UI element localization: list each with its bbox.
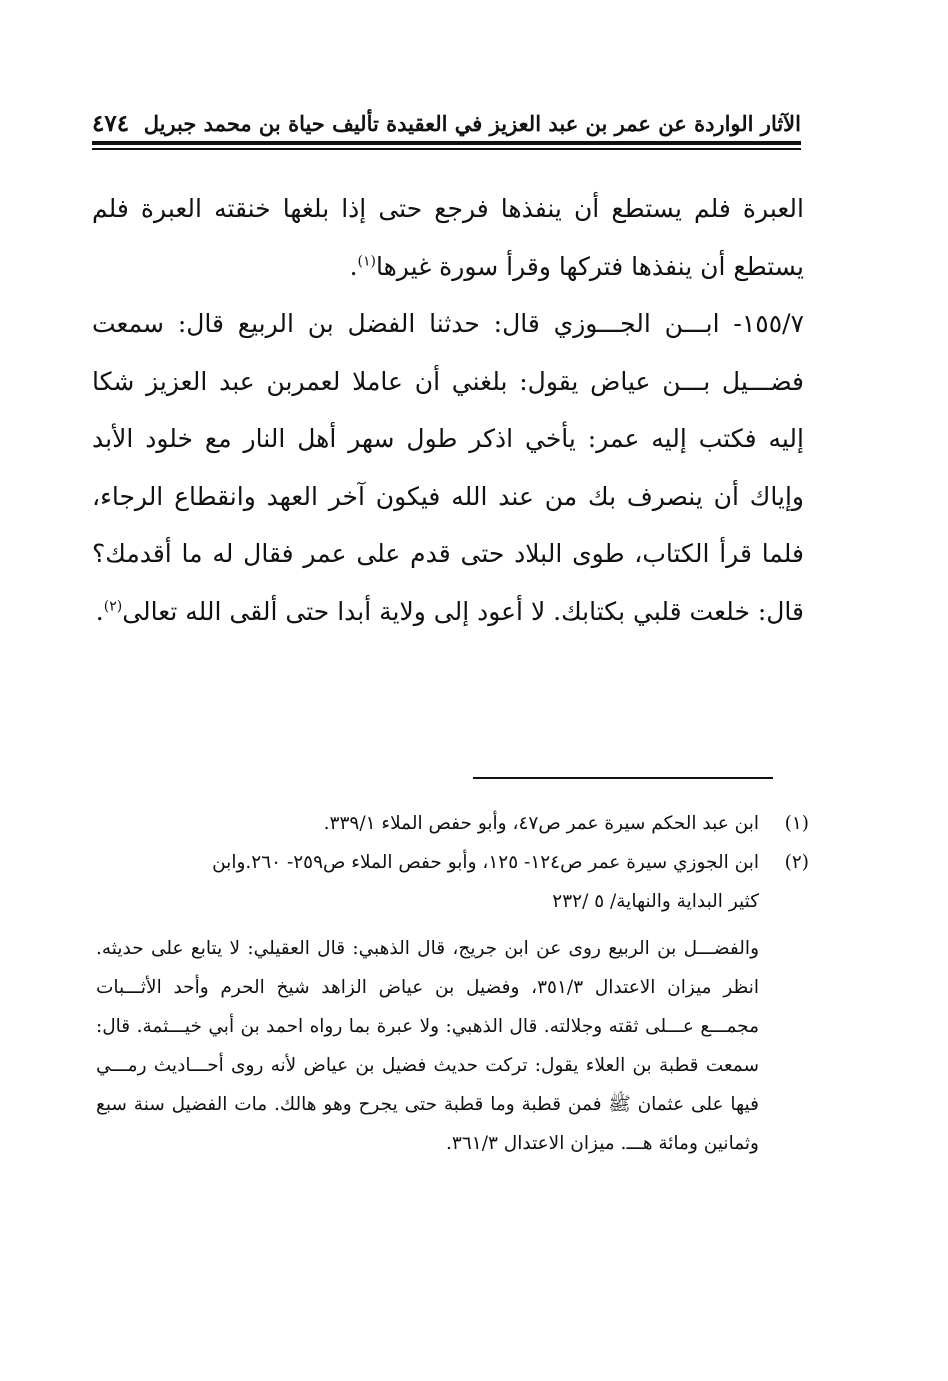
footnote-ref-2: (٢)	[103, 598, 123, 615]
paragraph-text: العبرة فلم يستطع أن ينفذها فرجع حتى إذا بلغها خنقته العبرة فلم يستطع أن ينفذها فتركها وقرأ سورة غيرها	[92, 194, 804, 281]
header-rule-thin	[92, 148, 801, 150]
footnote-separator	[473, 777, 773, 779]
footnote-text: ابن الجوزي سيرة عمر ص١٢٤- ١٢٥، وأبو حفص الملاء ص٢٥٩- ٢٦٠.وابن	[212, 852, 759, 873]
paragraph-athar-155	[92, 295, 804, 640]
footnote-2-continuation: كثير البداية والنهاية/ ٥ /٢٣٢	[552, 891, 759, 912]
footnote-ref-1: (١)	[357, 253, 376, 270]
paragraph-end: .	[349, 251, 358, 281]
footnote-text: ابن عبد الحكم سيرة عمر ص٤٧، وأبو حفص الملاء ٣٣٩/١.	[323, 813, 759, 834]
paragraph-end: .	[95, 596, 104, 626]
paragraph-continuation	[92, 180, 804, 295]
running-header	[92, 102, 801, 144]
footnote-1	[96, 804, 809, 843]
header-title: الآثار الواردة عن عمر بن عبد العزيز في العقيدة تأليف حياة بن محمد جبريل	[143, 110, 801, 136]
footnote-2-commentary: والفضـــل بن الربيع روى عن ابن جريج، قال الذهبي: قال العقيلي: لا يتابع على حديثه. انظر ميزان الاعتدال ٣٥١/٣، وفضيل بن عياض الزاهد شيخ الحرم وأحد الأثـــبات مجمـــع عـــلى ثقته وجلالته. قال الذهبي: ولا عبرة بما رواه احمد بن أبي خيـــثمة. قال: سمعت قطبة بن العلاء يقول: تركت حديث فضيل بن عياض لأنه روى أحـــاديث رمـــي فيها على عثمان ﷺ فمن قطبة وما قطبة حتى يجرح وهو هالك. مات الفضيل سنة سبع وثمانين ومائة هـــ. ميزان الاعتدال ٣٦١/٣.	[96, 938, 759, 1154]
main-text	[92, 180, 804, 640]
footnote-number: (٢)	[784, 852, 809, 873]
footnote-2	[96, 843, 809, 882]
page-number: ٤٧٤	[92, 109, 130, 137]
header-rule-thick	[92, 141, 801, 145]
footnotes	[96, 804, 809, 1163]
footnote-number: (١)	[784, 813, 809, 834]
paragraph-text: ١٥٥/٧- ابـــن الجـــوزي قال: حدثنا الفضل بن الربيع قال: سمعت فضـــيل بـــن عياض يقول: بلغني أن عاملا لعمربن عبد العزيز شكا إليه فكتب إليه عمر: يأخي اذكر طول سهر أهل النار مع خلود الأبد وإياك أن ينصرف بك من عند الله فيكون آخر العهد وانقطاع الرجاء، فلما قرأ الكتاب، طوى البلاد حتى قدم على عمر فقال له ما أقدمك؟ قال: خلعت قلبي بكتابك. لا أعود إلى ولاية أبدا حتى ألقى الله تعالى	[92, 309, 804, 626]
